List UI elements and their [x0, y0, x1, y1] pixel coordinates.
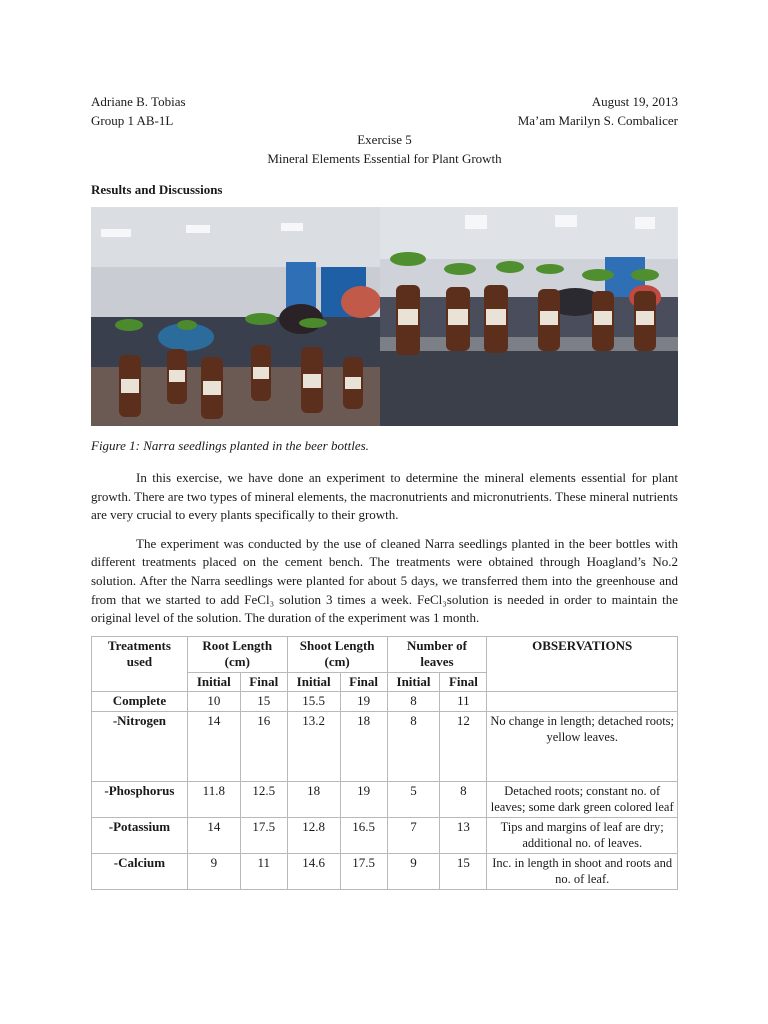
results-table: [91, 636, 678, 890]
subheader-final: Final: [240, 672, 287, 692]
group-label: Group 1 AB-1L: [91, 113, 174, 128]
header-leaves: Number of leaves: [387, 636, 487, 672]
header-root-length: Root Length (cm): [187, 636, 287, 672]
treatment-cell: Complete: [92, 692, 188, 712]
subheader-initial: Initial: [287, 672, 340, 692]
root-final-cell: 12.5: [240, 781, 287, 817]
root-initial-cell: 11.8: [187, 781, 240, 817]
subheader-initial: Initial: [187, 672, 240, 692]
root-final-cell: 15: [240, 692, 287, 712]
figure-photos: [91, 207, 678, 426]
table-row: [92, 692, 678, 712]
shoot-initial-cell: 13.2: [287, 711, 340, 781]
shoot-initial-cell: 12.8: [287, 817, 340, 853]
document-page: [91, 92, 678, 890]
author-name: Adriane B. Tobias: [91, 94, 186, 109]
exercise-title: Mineral Elements Essential for Plant Growth: [267, 151, 502, 166]
leaves-initial-cell: 9: [387, 853, 440, 889]
subheader-initial: Initial: [387, 672, 440, 692]
observation-cell: [487, 692, 678, 712]
header-shoot-length: Shoot Length (cm): [287, 636, 387, 672]
subheader-final: Final: [340, 672, 387, 692]
root-initial-cell: 14: [187, 711, 240, 781]
header-row-2: [91, 111, 678, 130]
leaves-final-cell: 15: [440, 853, 487, 889]
shoot-final-cell: 17.5: [340, 853, 387, 889]
section-heading: Results and Discussions: [91, 182, 223, 197]
root-final-cell: 11: [240, 853, 287, 889]
leaves-final-cell: 11: [440, 692, 487, 712]
shoot-final-cell: 19: [340, 781, 387, 817]
table-row: [92, 781, 678, 817]
shoot-initial-cell: 14.6: [287, 853, 340, 889]
shoot-final-cell: 19: [340, 692, 387, 712]
table-row: [92, 817, 678, 853]
shoot-initial-cell: 15.5: [287, 692, 340, 712]
leaves-initial-cell: 5: [387, 781, 440, 817]
treatment-cell: -Phosphorus: [92, 781, 188, 817]
header-treatments: Treatments used: [92, 636, 188, 692]
header-row-1: [91, 92, 678, 111]
paragraph-1: In this exercise, we have done an experiment to determine the mineral elements essential for plant growth. There are two types of mineral elements, the macronutrients and micronutrients. These mineral nutrients are very crucial to every plants specifically to their growth.: [91, 470, 678, 523]
shoot-initial-cell: 18: [287, 781, 340, 817]
subheader-final: Final: [440, 672, 487, 692]
header-observations: OBSERVATIONS: [487, 636, 678, 692]
leaves-initial-cell: 8: [387, 692, 440, 712]
root-initial-cell: 9: [187, 853, 240, 889]
observation-cell: Tips and margins of leaf are dry; additional no. of leaves.: [487, 817, 678, 853]
root-initial-cell: 10: [187, 692, 240, 712]
leaves-final-cell: 12: [440, 711, 487, 781]
table-row: [92, 711, 678, 781]
treatment-cell: -Potassium: [92, 817, 188, 853]
root-initial-cell: 14: [187, 817, 240, 853]
classroom-photo-right: [380, 207, 678, 426]
shoot-final-cell: 16.5: [340, 817, 387, 853]
table-header-row: [92, 636, 678, 672]
figure-caption: Figure 1: Narra seedlings planted in the beer bottles.: [91, 438, 369, 453]
observation-cell: No change in length; detached roots; yellow leaves.: [487, 711, 678, 781]
leaves-initial-cell: 8: [387, 711, 440, 781]
shoot-final-cell: 18: [340, 711, 387, 781]
table-row: [92, 853, 678, 889]
observation-cell: Detached roots; constant no. of leaves; some dark green colored leaf: [487, 781, 678, 817]
root-final-cell: 17.5: [240, 817, 287, 853]
root-final-cell: 16: [240, 711, 287, 781]
leaves-final-cell: 13: [440, 817, 487, 853]
treatment-cell: -Nitrogen: [92, 711, 188, 781]
leaves-initial-cell: 7: [387, 817, 440, 853]
leaves-final-cell: 8: [440, 781, 487, 817]
classroom-photo-left: [91, 207, 380, 426]
exercise-number: Exercise 5: [357, 132, 412, 147]
treatment-cell: -Calcium: [92, 853, 188, 889]
observation-cell: Inc. in length in shoot and roots and no. of leaf.: [487, 853, 678, 889]
instructor-name: Ma’am Marilyn S. Combalicer: [517, 113, 678, 128]
paragraph-2: The experiment was conducted by the use of cleaned Narra seedlings planted in the beer bottles with different treatments placed on the cement bench. The treatments were obtained through Hoagland’s No.2 solution. After the Narra seedlings were planted for about 5 days, we transferred them into the greenhouse and from that we started to add FeCl₃ solution 3 times a week. FeCl₃solution is needed in order to maintain the original level of the solution. The duration of the experiment was 1 month.: [91, 535, 678, 626]
report-date: August 19, 2013: [591, 94, 678, 109]
